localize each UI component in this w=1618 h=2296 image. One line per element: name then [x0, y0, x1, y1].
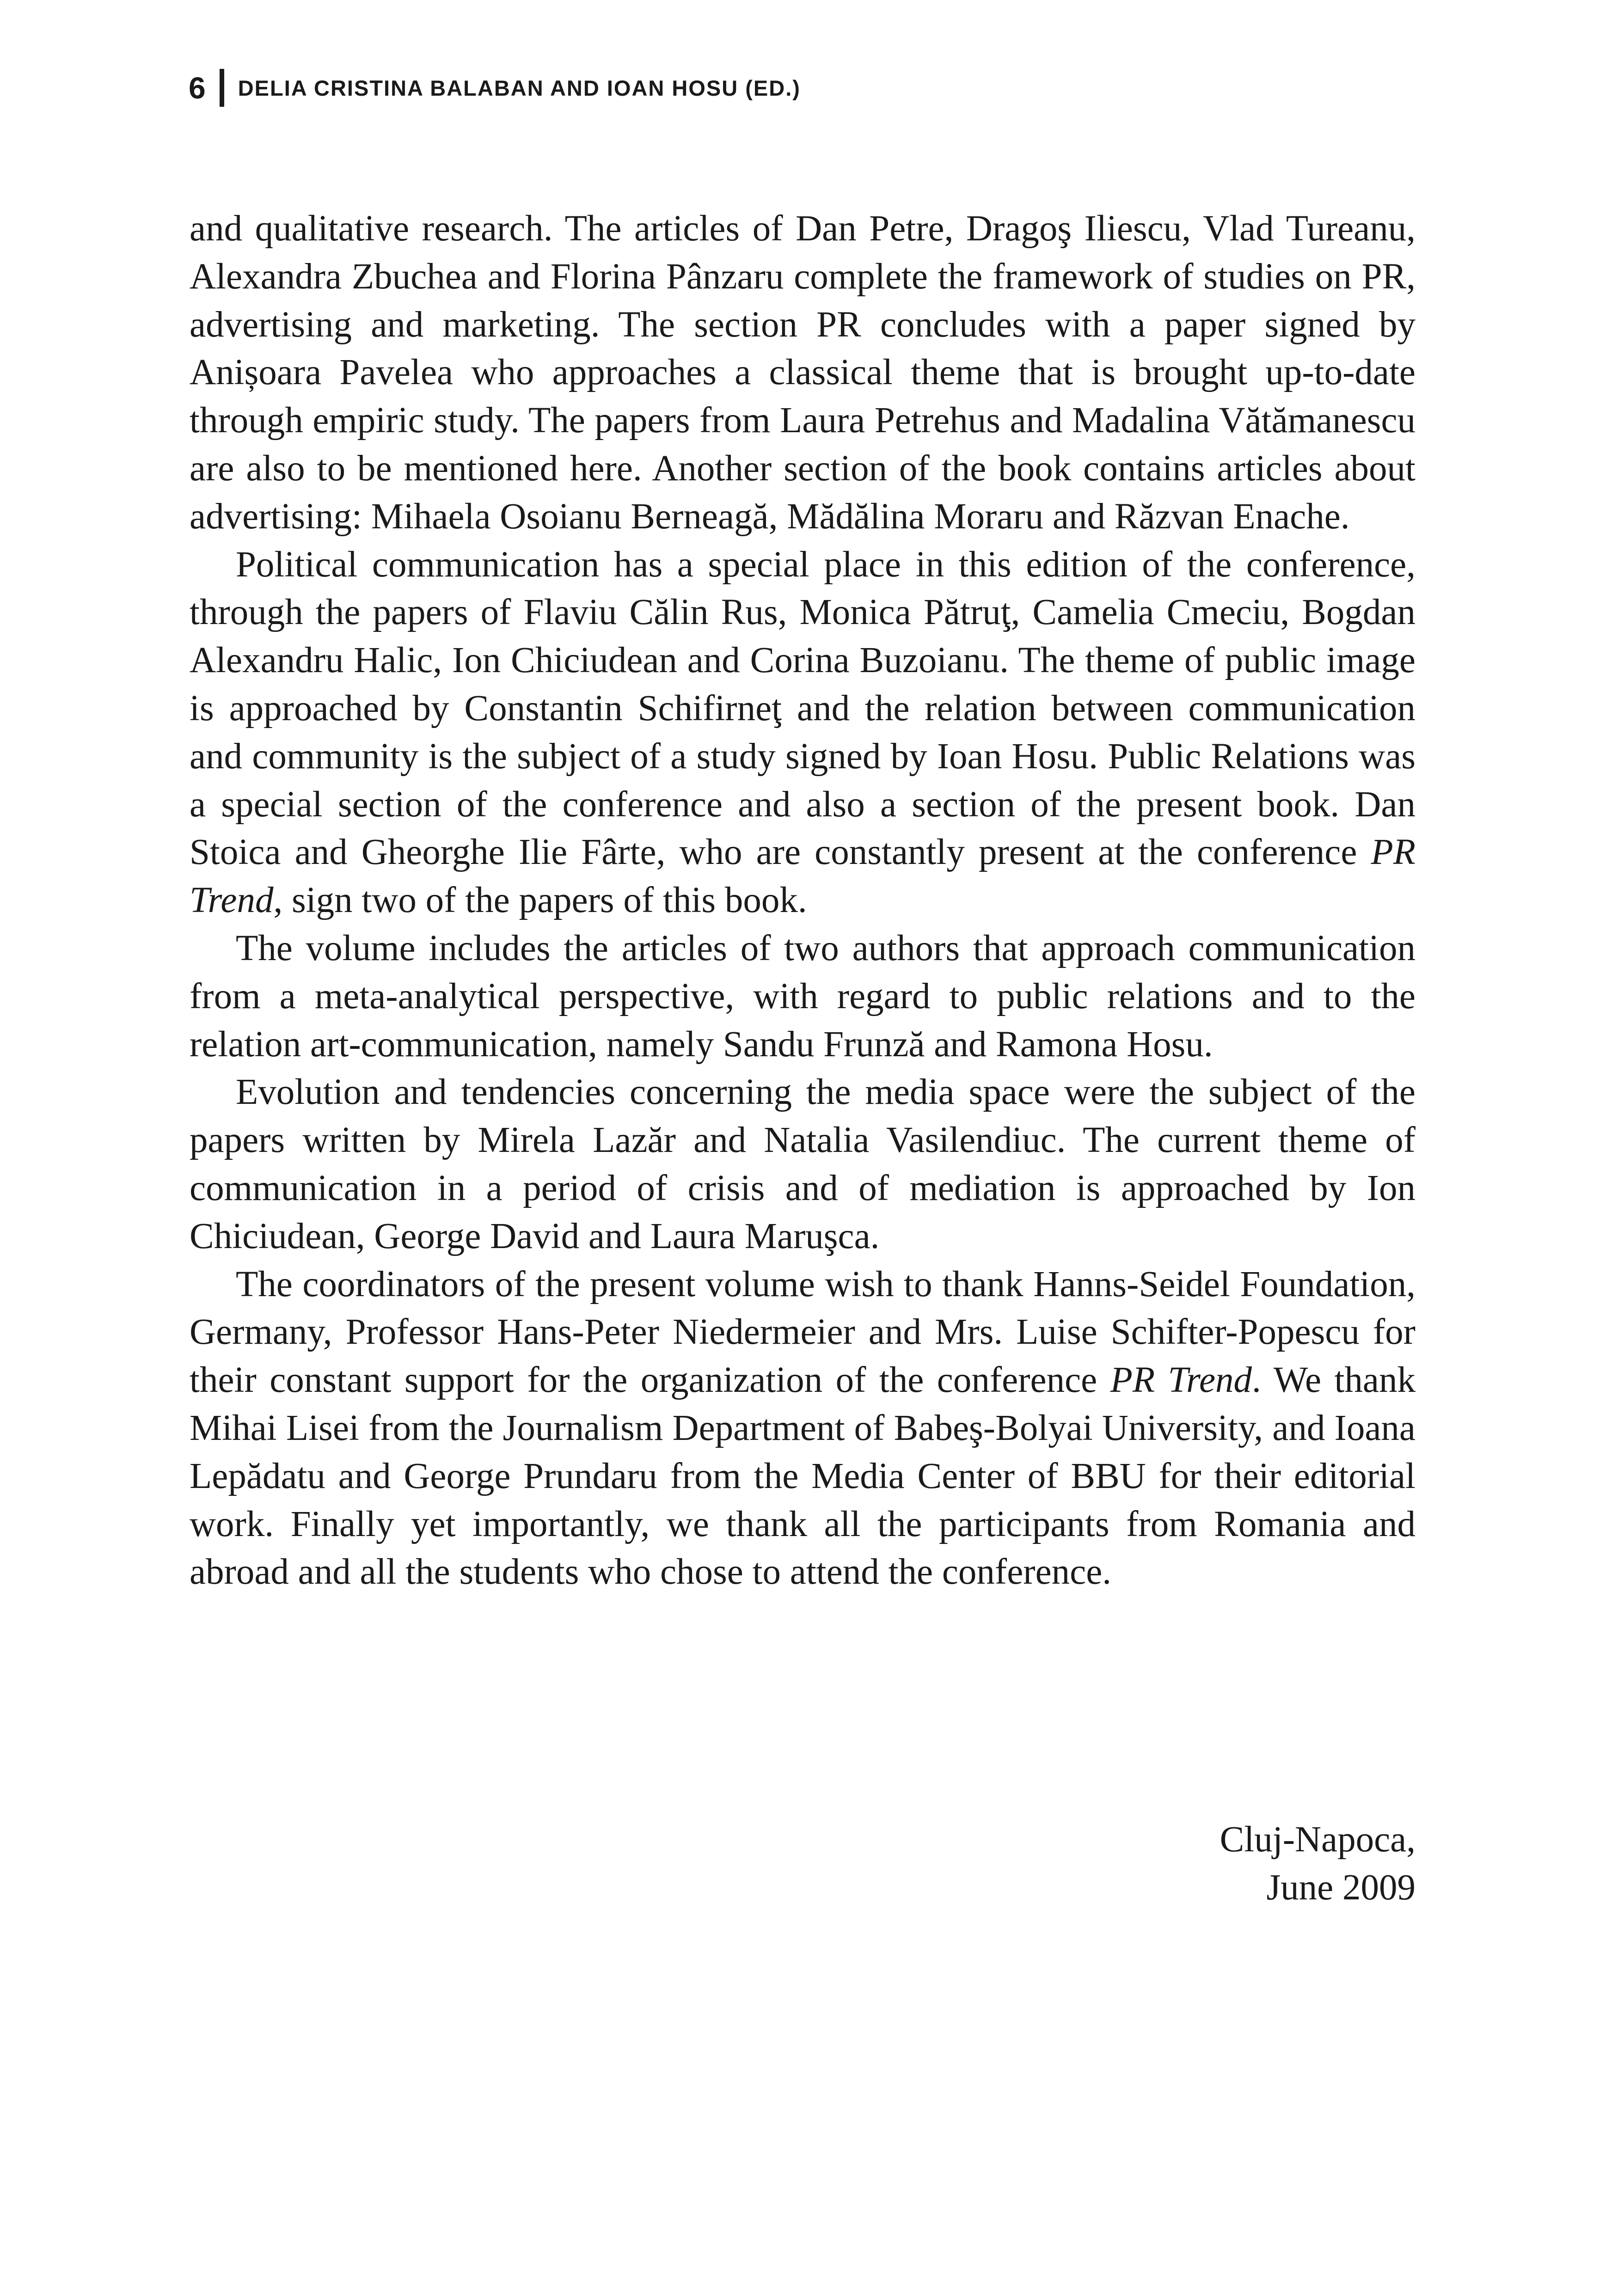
italic-title: PR Trend [1110, 1360, 1252, 1401]
body-text [190, 205, 1416, 1596]
paragraph-text: The volume includes the articles of two authors that approach communication from a meta-analytical perspective, with regard to public relations and to the relation art-communication, namely Sandu Frunză and Ramona Hosu. [190, 928, 1416, 1065]
page-number: 6 [189, 71, 206, 105]
running-head-authors: DELIA CRISTINA BALABAN AND IOAN HOSU (ED.) [238, 75, 801, 100]
header-divider [220, 69, 224, 107]
signoff [1220, 1816, 1416, 1912]
signoff-date: June 2009 [1266, 1867, 1416, 1908]
paragraph [190, 925, 1416, 1068]
paragraph-text: The coordinators of the present volume wish to thank Hanns-Seidel Foundation, Germany, Professor Hans-Peter Niedermeier and Mrs. Luise Schifter-Popescu for their constant support for the organization of the conference [190, 1264, 1416, 1401]
signoff-place: Cluj-Napoca, [1220, 1819, 1416, 1860]
paragraph-text: Political communication has a special place in this edition of the conference, through the papers of Flaviu Călin Rus, Monica Pătruţ, Camelia Cmeciu, Bogdan Alexandru Halic, Ion Chiciudean and Corina Buzoianu. The theme of public image is approached by Constantin Schifirneţ and the relation between communication and community is the subject of a study signed by Ioan Hosu. Public Relations was a special section of the conference and also a section of the present book. Dan Stoica and Gheorghe Ilie Fârte, who are constantly present at the conference [190, 544, 1416, 873]
paragraph [190, 205, 1416, 541]
italic-title: PR Trend [190, 832, 1416, 921]
paragraph [190, 1261, 1416, 1597]
paragraph-text: , sign two of the papers of this book. [273, 880, 807, 921]
running-head [189, 65, 801, 111]
paragraph [190, 541, 1416, 925]
paragraph-text: and qualitative research. The articles of Dan Petre, Dragoş Iliescu, Vlad Tureanu, Alexandra Zbuchea and Florina Pânzaru complete the framework of studies on PR, advertising and marketing. The section PR concludes with a paper signed by Anișoara Pavelea who approaches a classical theme that is brought up-to-date through empiric study. The papers from Laura Petrehus and Madalina Vătămanescu are also to be mentioned here. Another section of the book contains articles about advertising: Mihaela Osoianu Berneagă, Mădălina Moraru and Răzvan Enache. [190, 208, 1416, 537]
paragraph-text: Evolution and tendencies concerning the media space were the subject of the papers written by Mirela Lazăr and Natalia Vasilendiuc. The current theme of communication in a period of crisis and of mediation is approached by Ion Chiciudean, George David and Laura Maruşca. [190, 1072, 1416, 1256]
paragraph-text: . We thank Mihai Lisei from the Journalism Department of Babeş-Bolyai University, and Ioana Lepădatu and George Prundaru from the Media Center of BBU for their editorial work. Finally yet importantly, we thank all the participants from Romania and abroad and all the students who chose to attend the conference. [190, 1360, 1416, 1592]
paragraph [190, 1068, 1416, 1260]
